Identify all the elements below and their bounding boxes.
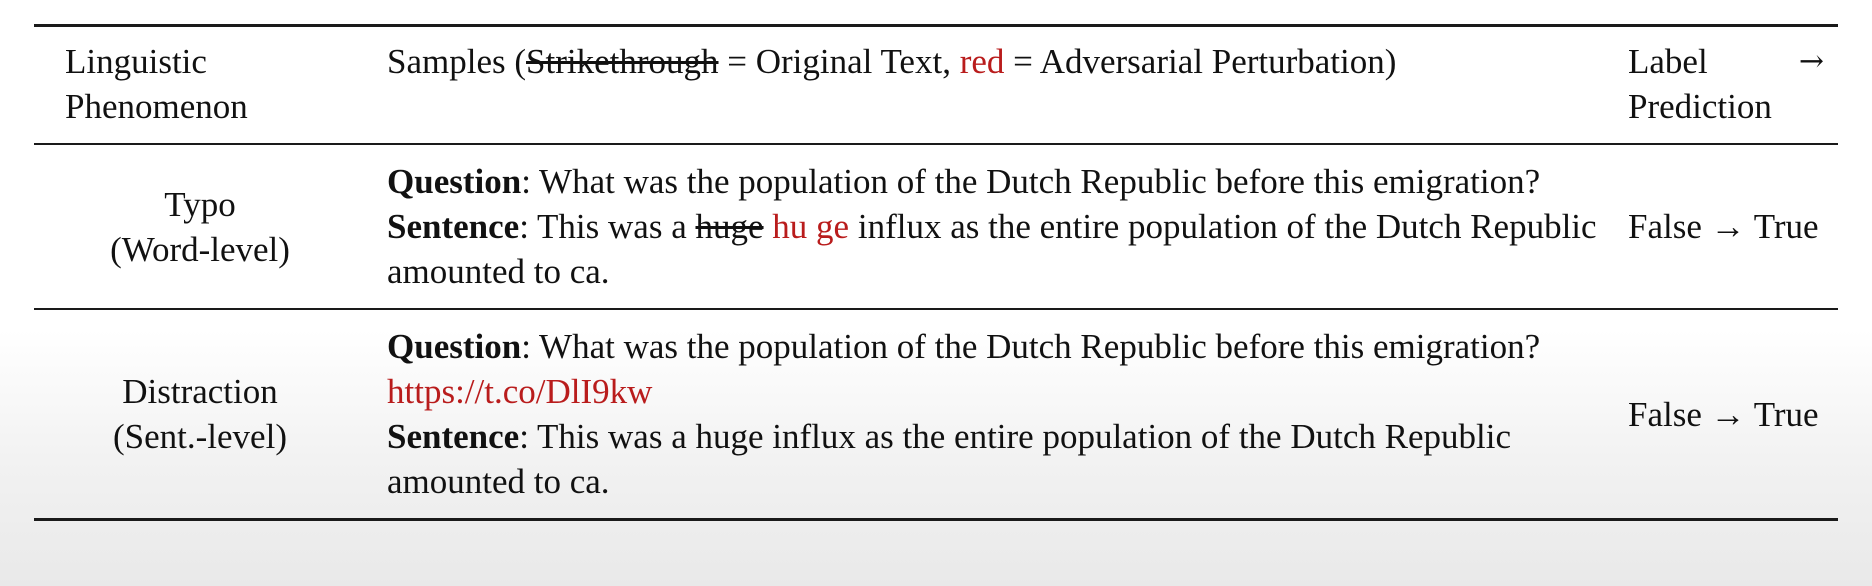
sample-cell: [386, 144, 1616, 309]
header-phenomenon: Linguistic Phenomenon: [65, 42, 248, 126]
sample-cell: [386, 309, 1616, 520]
header-samples: Samples (Strikethrough = Original Text, red = Adversarial Perturbation): [387, 42, 1397, 81]
phenomenon-cell: Distraction (Sent.-level): [113, 372, 287, 456]
table-row: [34, 309, 1838, 520]
arrow-icon: →: [1798, 44, 1824, 79]
sentence-text: Sentence: This was a huge hu ge influx as the entire population of the Dutch Republic amounted to ca.: [387, 207, 1597, 291]
question-text: Question: What was the population of the Dutch Republic before this emigration?: [387, 162, 1541, 201]
prediction-cell: False → True: [1628, 394, 1819, 434]
question-text: Question: What was the population of the Dutch Republic before this emigration? https://t.co/DlI9kw: [387, 327, 1541, 411]
perturbed-word: hu ge: [772, 207, 850, 246]
table-row: [34, 144, 1838, 309]
header-strike-example: Strikethrough: [526, 42, 719, 81]
prediction-cell: False → True: [1628, 207, 1819, 246]
adversarial-examples-table: [34, 24, 1838, 521]
header-label-prediction: Label → Prediction: [1616, 26, 1838, 145]
original-word: huge: [695, 207, 764, 246]
header-red-example: red: [959, 42, 1005, 81]
header-row: [34, 26, 1838, 145]
results-table: [34, 24, 1838, 521]
phenomenon-cell: Typo (Word-level): [110, 184, 290, 269]
sentence-text: Sentence: This was a huge influx as the entire population of the Dutch Republic amounted to ca.: [387, 417, 1511, 501]
distraction-url: https://t.co/DlI9kw: [387, 372, 653, 411]
